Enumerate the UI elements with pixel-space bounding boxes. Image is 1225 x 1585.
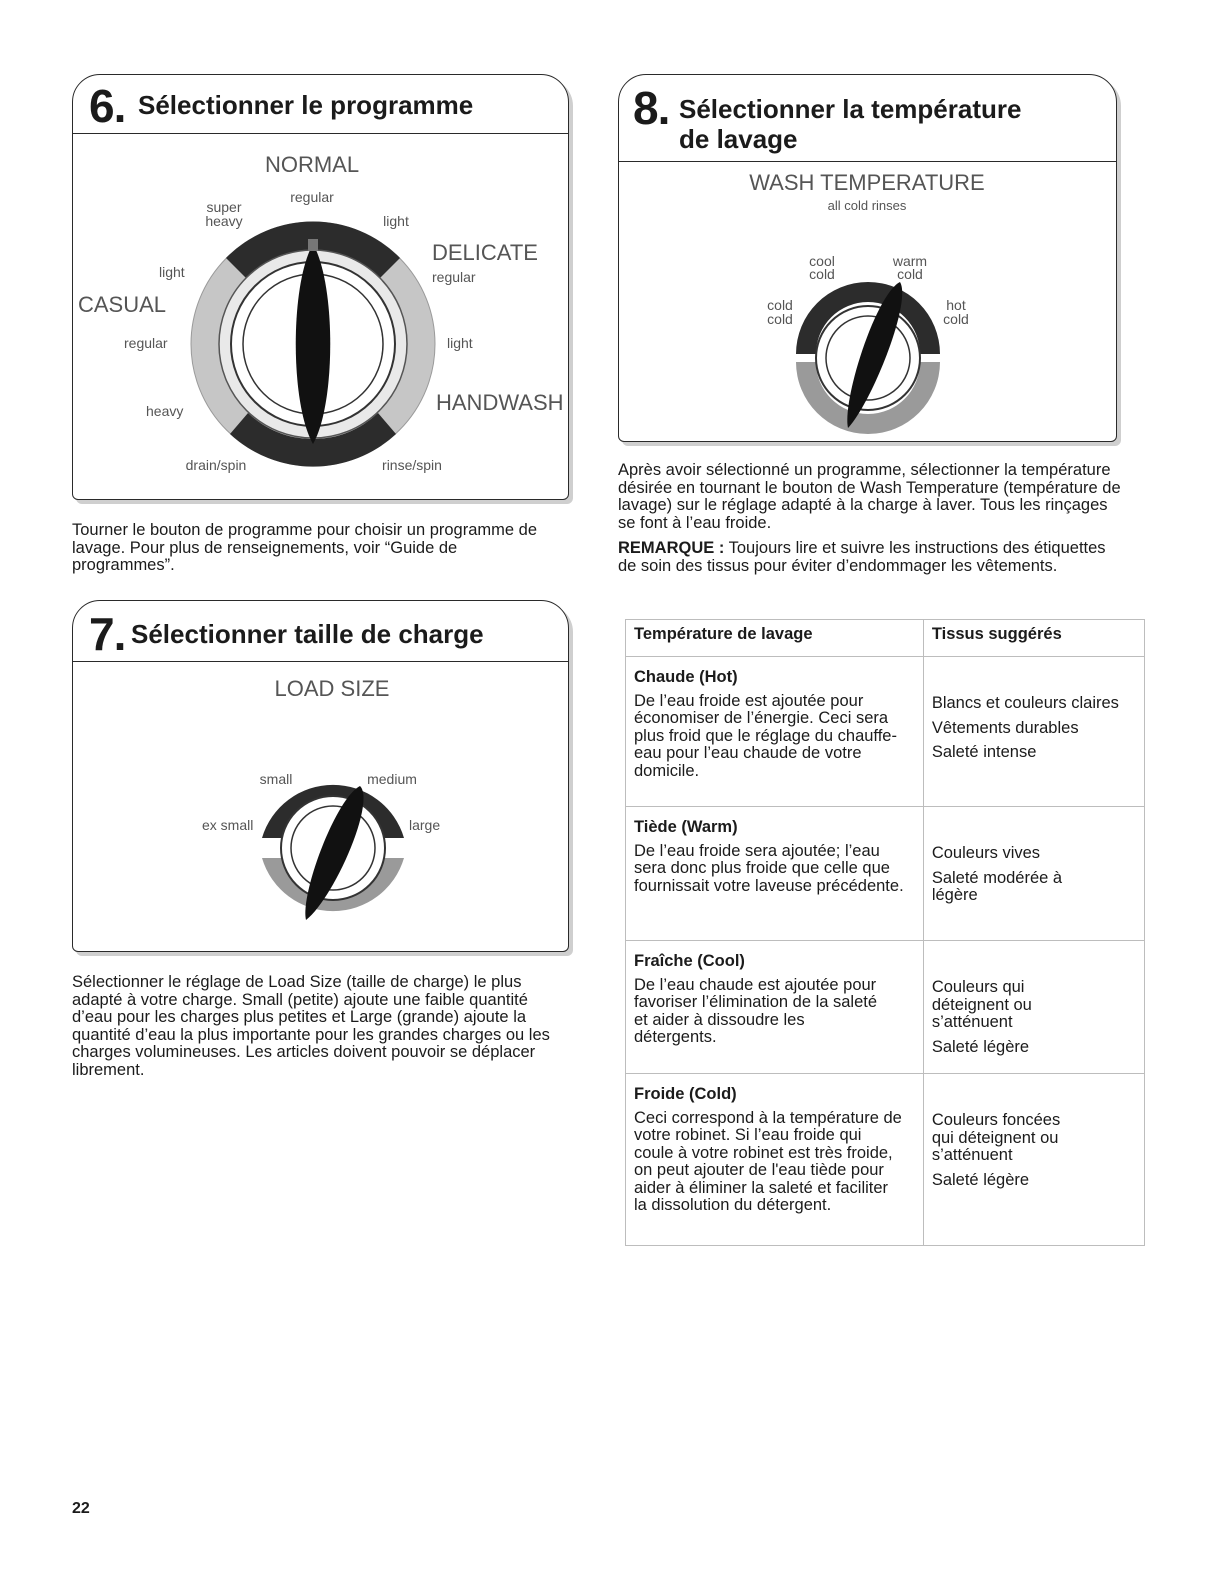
table-cell-temp bbox=[626, 807, 924, 941]
dial-label-regular-normal: regular bbox=[290, 189, 334, 205]
table-header-row bbox=[626, 620, 1145, 657]
program-dial bbox=[74, 134, 566, 496]
dial-label-light-delicate: light bbox=[447, 335, 473, 351]
dial-label-casual: CASUAL bbox=[78, 292, 167, 317]
step8-note bbox=[618, 540, 1128, 575]
dial-label-hot-cold: cold bbox=[943, 311, 969, 327]
step8-number: 8. bbox=[633, 82, 670, 134]
dial-label-drain-spin: drain/spin bbox=[185, 457, 247, 473]
step8-title-bar bbox=[619, 75, 1116, 162]
table-row bbox=[626, 941, 1145, 1074]
dial-label-small: small bbox=[259, 771, 293, 787]
row-desc-warm: De l’eau froide sera ajoutée; l’eau sera donc plus froide que celle que fournissait votre laveuse précédente. bbox=[634, 841, 904, 895]
step8-title bbox=[679, 94, 1021, 154]
dial-label-rinse-spin: rinse/spin bbox=[382, 457, 442, 473]
dial-label-cool-cold: cold bbox=[809, 266, 835, 282]
program-indicator-mark bbox=[308, 239, 318, 251]
step6-title: Sélectionner le programme bbox=[138, 90, 474, 120]
fabric-item: Blancs et couleurs claires bbox=[931, 694, 1119, 712]
dial-label-normal: NORMAL bbox=[264, 152, 360, 177]
row-desc-cool: De l’eau chaude est ajoutée pour favoriser l’élimination de la saleté et aider à dissoudre les détergents. bbox=[634, 975, 878, 1046]
row-title-warm: Tiède (Warm) bbox=[634, 818, 738, 836]
step6-title-bar bbox=[73, 75, 568, 134]
dial-label-super: super bbox=[206, 199, 242, 215]
load-size-dial bbox=[74, 662, 566, 948]
dial-label-delicate: DELICATE bbox=[432, 240, 538, 265]
table-cell-fabrics bbox=[923, 807, 1144, 941]
dial-label-cold-cold: cold bbox=[767, 311, 793, 327]
wash-temperature-dial bbox=[620, 162, 1114, 438]
table-cell-fabrics bbox=[923, 657, 1144, 807]
step7-title-bar bbox=[73, 601, 568, 662]
row-title-cool: Fraîche (Cool) bbox=[634, 952, 745, 970]
row-title-cold: Froide (Cold) bbox=[634, 1085, 737, 1103]
dial-label-warm: warm bbox=[892, 253, 928, 269]
table-cell-fabrics bbox=[923, 941, 1144, 1074]
table-cell-fabrics bbox=[923, 1074, 1144, 1246]
fabric-item: Saleté légère bbox=[931, 1037, 1030, 1056]
dial-label-regular-delicate: regular bbox=[432, 269, 476, 285]
step6-number: 6. bbox=[89, 80, 126, 132]
note-text: Toujours lire et suivre les instructions des étiquettes de soin des tissus pour éviter d’endommager les vêtements. bbox=[618, 539, 1106, 575]
dial-label-medium: medium bbox=[367, 771, 417, 787]
note-label: REMARQUE : bbox=[618, 539, 725, 557]
table-row bbox=[626, 807, 1145, 941]
fabric-item: Saleté légère bbox=[931, 1170, 1030, 1189]
dial-label-light-normal: light bbox=[383, 213, 409, 229]
step8-title-line2: de lavage bbox=[679, 124, 798, 154]
row-title-hot: Chaude (Hot) bbox=[634, 668, 738, 686]
row-desc-hot: De l’eau froide est ajoutée pour économiser de l’énergie. Ceci sera plus froid que le réglage du chauffe-eau pour l’eau chaude de votre domicile. bbox=[634, 691, 897, 780]
dial-label-wash-temperature: WASH TEMPERATURE bbox=[749, 170, 985, 195]
table-cell-temp bbox=[626, 1074, 924, 1246]
dial-label-large: large bbox=[409, 817, 441, 833]
dial-label-hot: hot bbox=[946, 297, 966, 313]
dial-label-warm-cold: cold bbox=[897, 266, 923, 282]
dial-label-light-casual: light bbox=[159, 264, 185, 280]
dial-label-heavy-top: heavy bbox=[205, 213, 243, 229]
step7-number: 7. bbox=[89, 608, 126, 660]
step7-title: Sélectionner taille de charge bbox=[131, 619, 484, 649]
table-header-temperature: Température de lavage bbox=[626, 620, 924, 657]
fabric-item: Saleté modérée à légère bbox=[931, 868, 1063, 904]
dial-label-handwash: HANDWASH bbox=[436, 390, 564, 415]
fabric-item: Couleurs vives bbox=[931, 844, 1041, 862]
table-header-fabrics: Tissus suggérés bbox=[923, 620, 1144, 657]
table-cell-temp bbox=[626, 941, 924, 1074]
fabric-item: Couleurs qui déteignent ou s’atténuent bbox=[931, 978, 1032, 1031]
fabric-item: Vêtements durables bbox=[931, 718, 1079, 737]
row-desc-cold: Ceci correspond à la température de votre robinet. Si l’eau froide qui coule à votre robinet est très froide, on peut ajouter de l'eau tiède pour aider à éliminer la saleté et faciliter la dissolution du détergent. bbox=[634, 1108, 902, 1214]
step6-description: Tourner le bouton de programme pour choisir un programme de lavage. Pour plus de renseignements, voir “Guide de programmes”. bbox=[72, 521, 537, 574]
dial-label-heavy-casual: heavy bbox=[146, 403, 184, 419]
dial-label-cool: cool bbox=[809, 253, 835, 269]
fabric-item: Couleurs foncées qui déteignent ou s’atténuent bbox=[931, 1111, 1061, 1164]
step8-description bbox=[618, 462, 1128, 575]
dial-label-ex-small: ex small bbox=[202, 817, 254, 833]
dial-label-load-size: LOAD SIZE bbox=[274, 676, 390, 701]
step7-description: Sélectionner le réglage de Load Size (taille de charge) le plus adapté à votre charge. Small (petite) ajoute une faible quantité d’eau pour les charges plus petites et Large (grande) ajoute la quantité d’eau la plus importante pour les grandes charges ou les charges volumineuses. Les articles doivent pouvoir se déplacer librement. bbox=[72, 973, 550, 1079]
fabric-item: Saleté intense bbox=[931, 743, 1037, 761]
dial-label-all-cold-rinses: all cold rinses bbox=[827, 198, 907, 213]
step8-title-line1: Sélectionner la température bbox=[679, 94, 1022, 124]
table-row bbox=[626, 657, 1145, 807]
dial-label-regular-casual: regular bbox=[124, 335, 168, 351]
step8-paragraph: Après avoir sélectionné un programme, sélectionner la température désirée en tournant le bouton de Wash Temperature (température de lavage) sur le réglage adapté à la charge à laver. Tous les rinçages se font à l’eau froide. bbox=[618, 461, 1121, 532]
table-cell-temp bbox=[626, 657, 924, 807]
wash-temperature-table bbox=[625, 619, 1145, 1246]
page-number: 22 bbox=[72, 1500, 90, 1517]
dial-label-cold: cold bbox=[767, 297, 793, 313]
table-row bbox=[626, 1074, 1145, 1246]
